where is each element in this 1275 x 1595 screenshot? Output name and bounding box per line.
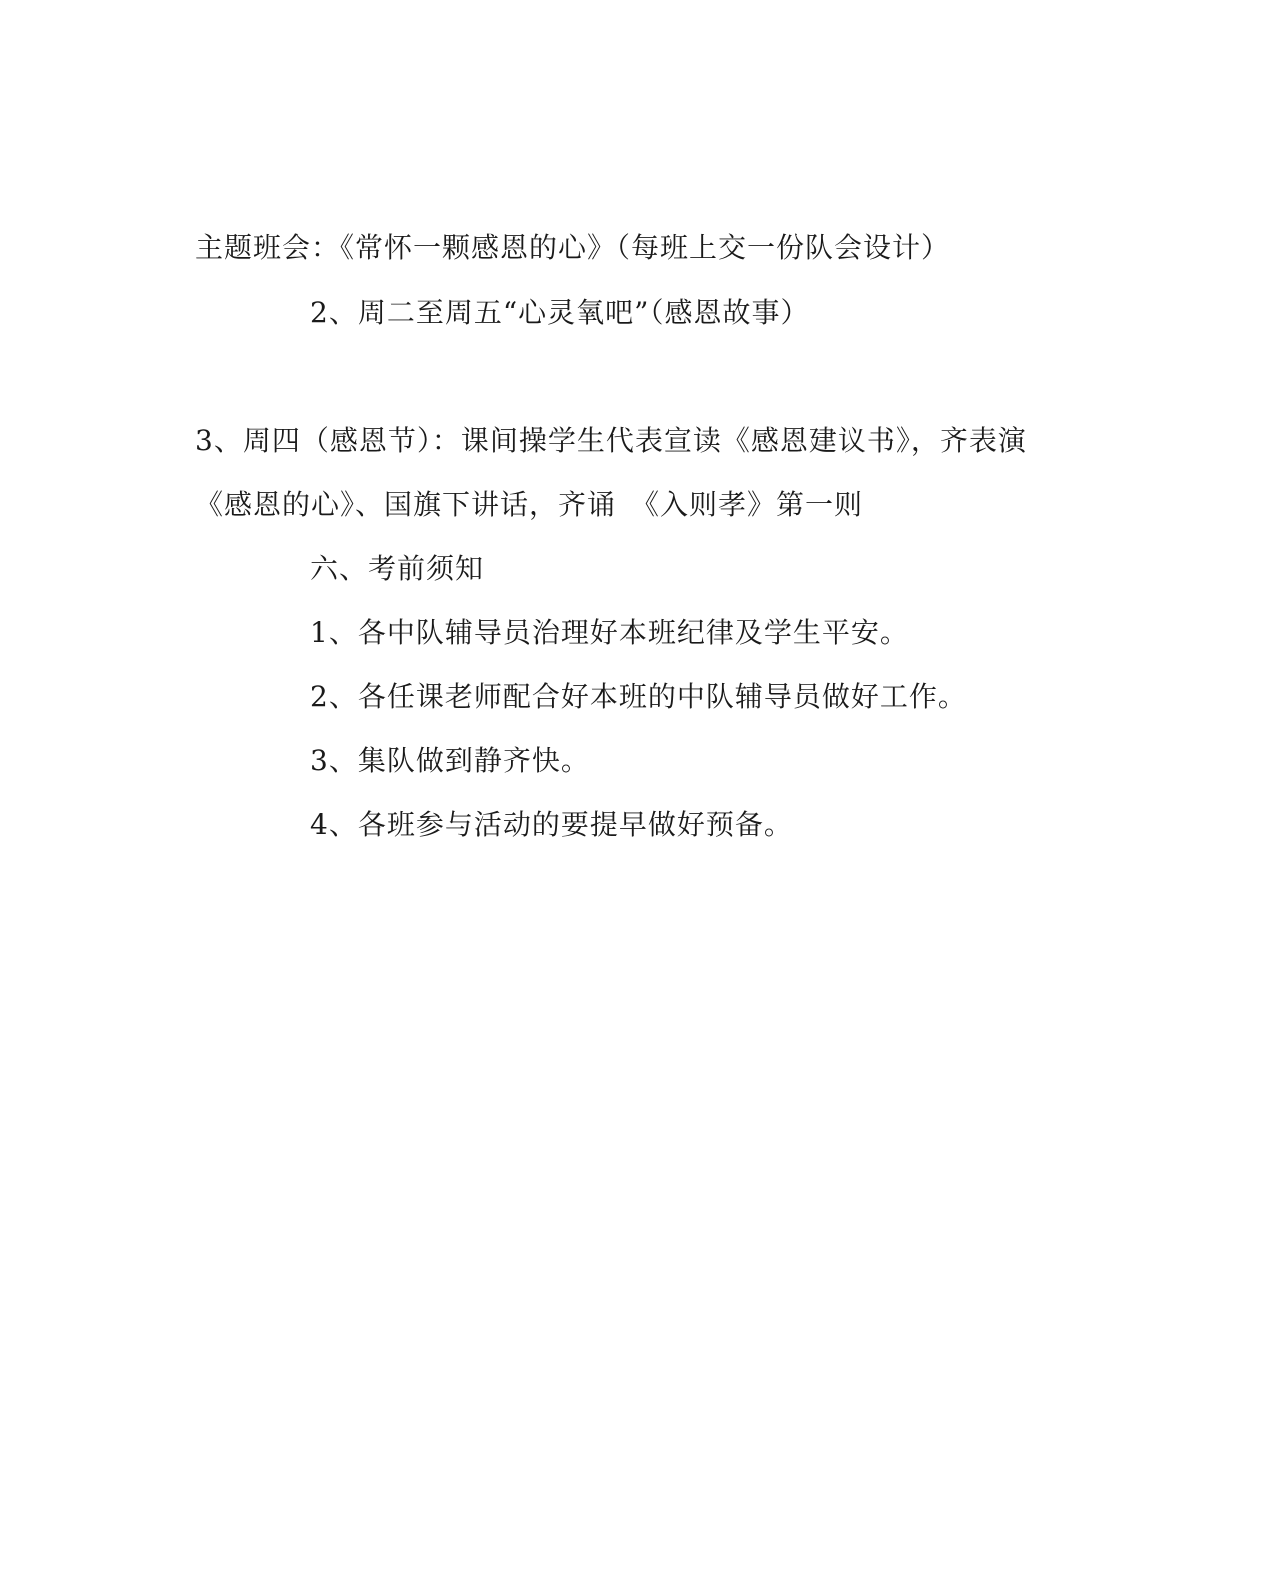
note-item-1: 1、各中队辅导员治理好本班纪律及学生平安。: [310, 616, 909, 649]
thanksgiving-thursday-line: 3、周四（感恩节）：课间操学生代表宣读《感恩建议书》，齐表演: [195, 424, 1027, 457]
note-item-3: 3、集队做到静齐快。: [310, 744, 590, 777]
note-item-2: 2、各任课老师配合好本班的中队辅导员做好工作。: [310, 680, 967, 713]
section-heading-notes: 六、考前须知: [310, 552, 485, 585]
class-meeting-theme-line: 主题班会：《常怀一颗感恩的心》（每班上交一份队会设计）: [195, 231, 951, 264]
note-item-4: 4、各班参与活动的要提早做好预备。: [310, 808, 793, 841]
thanksgiving-thursday-continued-line: 《感恩的心》、国旗下讲话，齐诵 《入则孝》第一则: [195, 488, 864, 521]
tue-fri-activity-line: 2、周二至周五“心灵氧吧”（感恩故事）: [310, 296, 810, 329]
